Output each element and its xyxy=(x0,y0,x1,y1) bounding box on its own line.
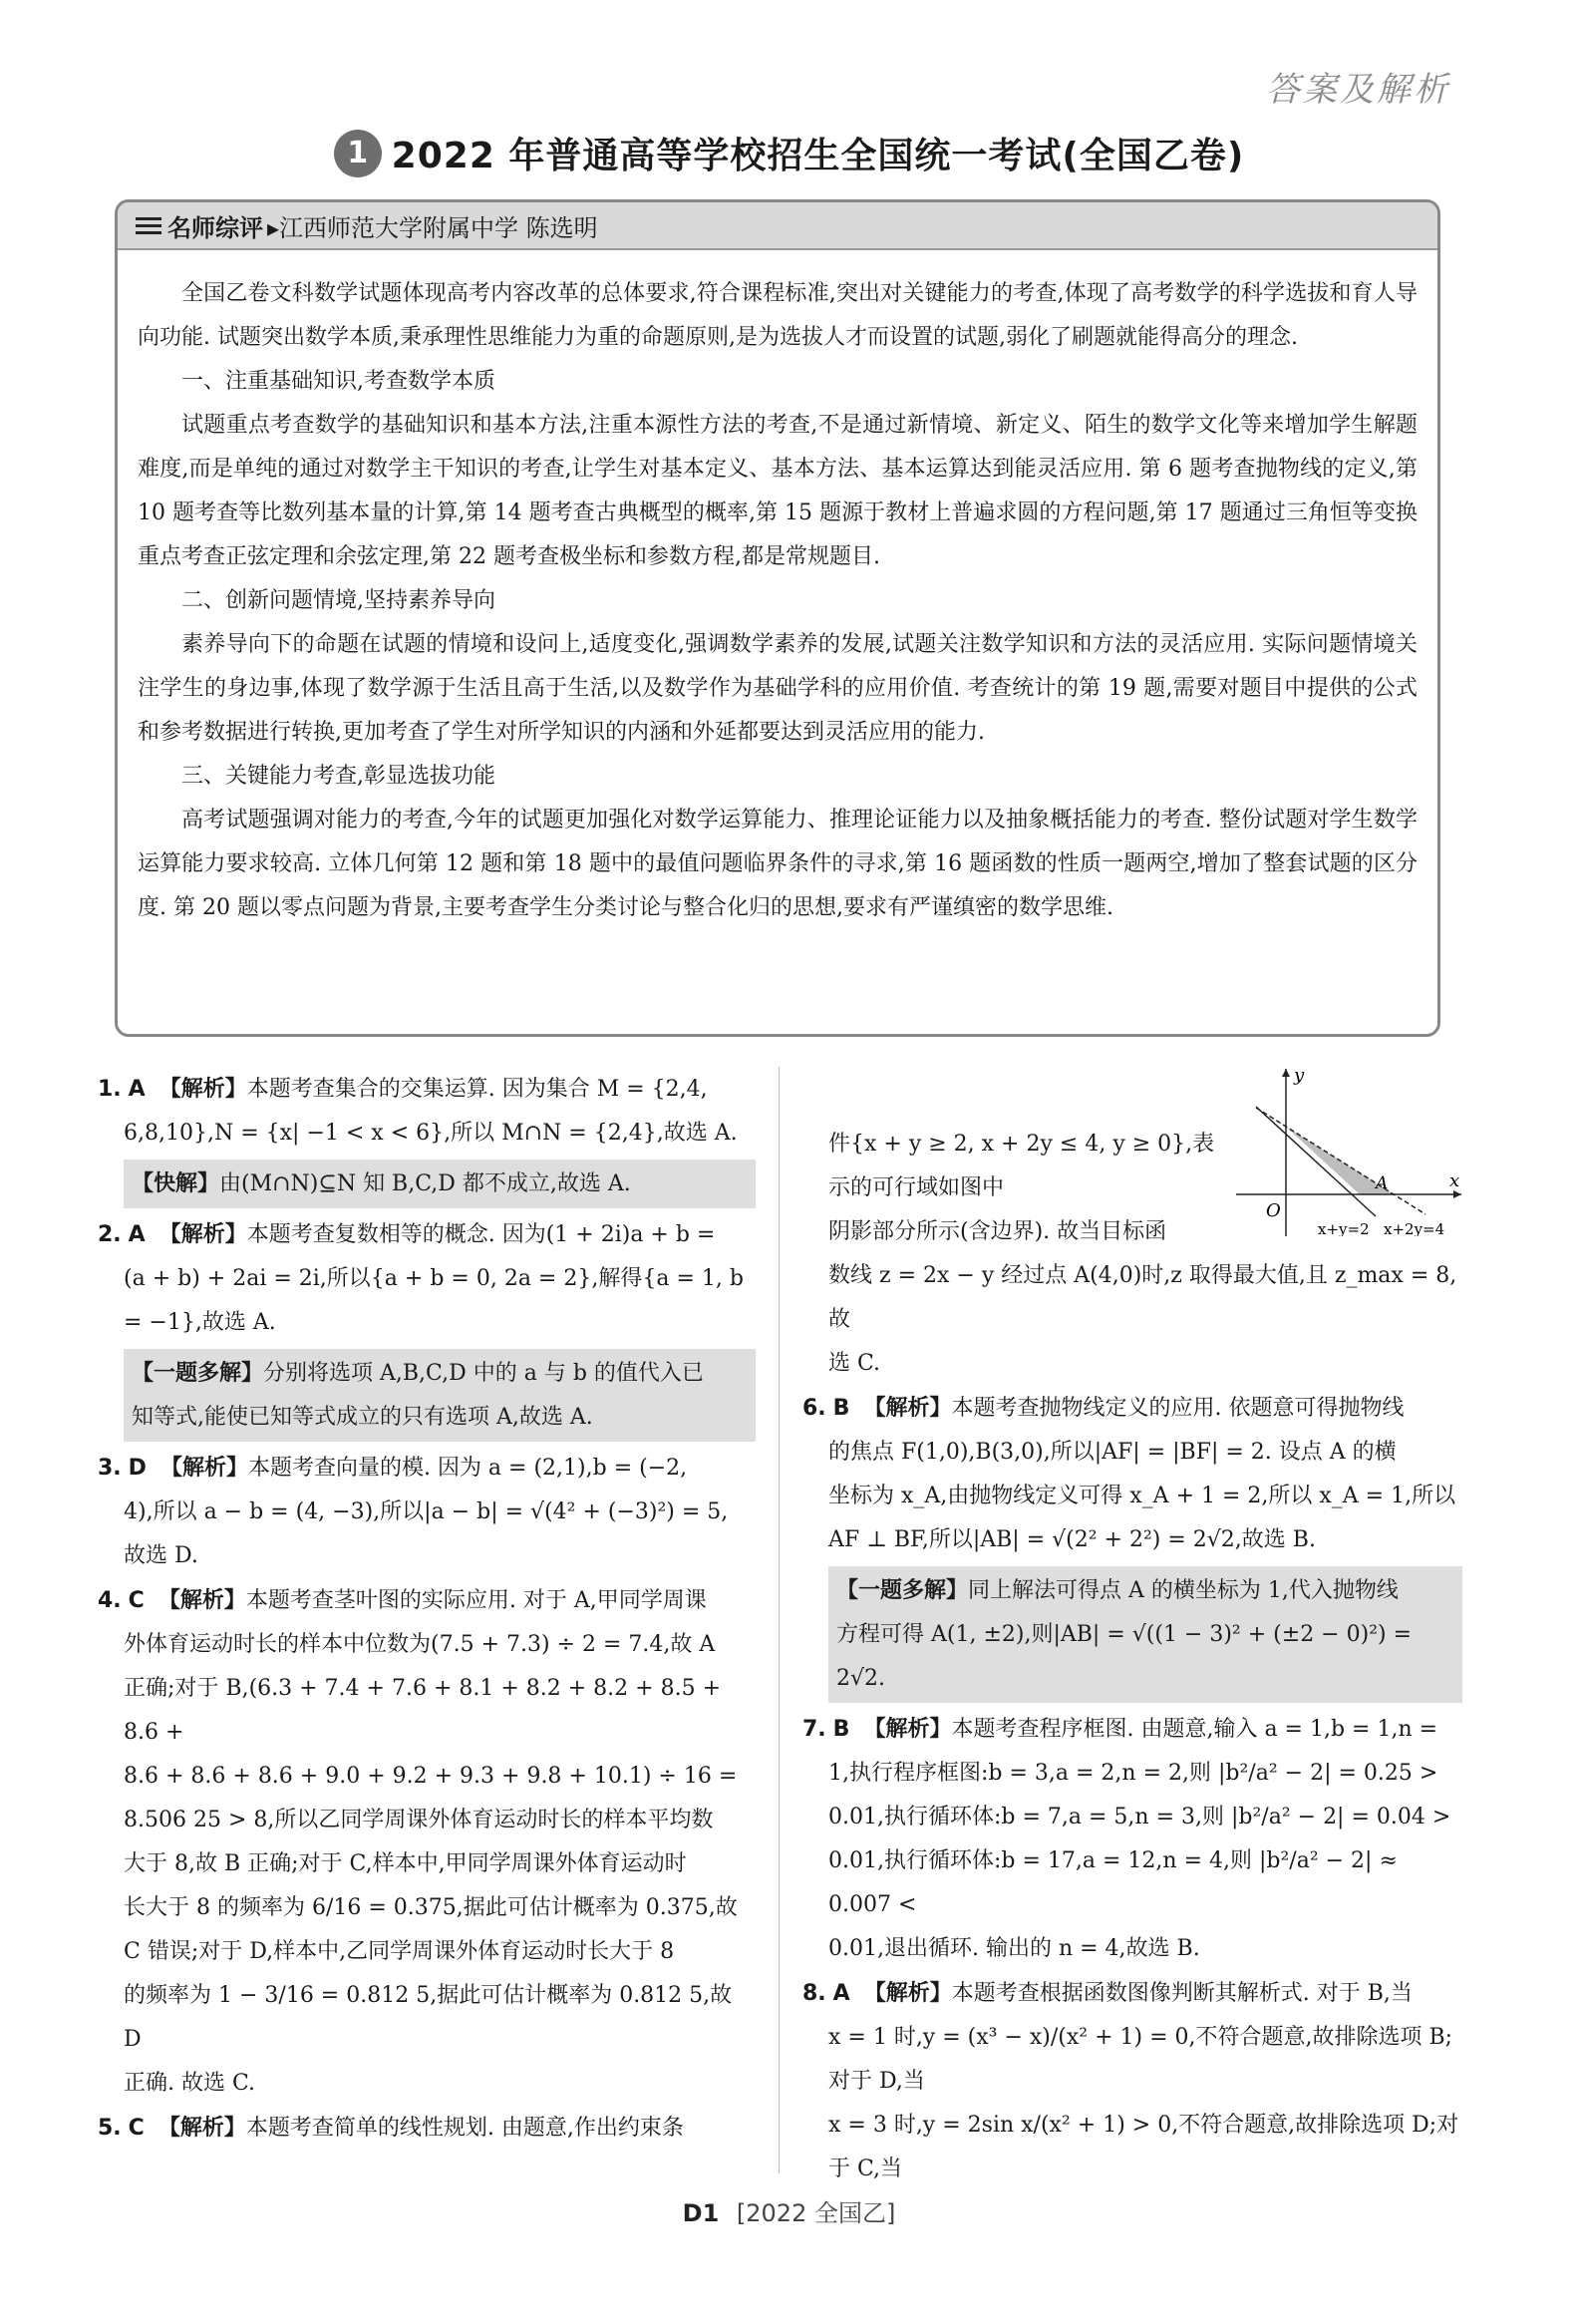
item-tag: 【解析】 xyxy=(158,1221,247,1247)
item-text: 本题考查根据函数图像判断其解析式. 对于 B,当 xyxy=(951,1981,1413,2006)
item-line: 件{x + y ≥ 2, x + 2y ≤ 4, y ≥ 0},表示的可行域如图中 xyxy=(828,1132,1215,1200)
tip-text: 由(M∩N)⊆N 知 B,C,D 都不成立,故选 A. xyxy=(219,1171,631,1196)
item-line: 故选 D. xyxy=(124,1543,198,1568)
title-text: 2022 年普通高等学校招生全国统一考试(全国乙卷) xyxy=(391,136,1245,176)
item-line: x = 1 时,y = (x³ − x)/(x² + 1) = 0,不符合题意,故排除选项 B;对于 D,当 xyxy=(828,2025,1453,2094)
list-icon xyxy=(136,215,161,235)
item-number: 6. xyxy=(802,1396,826,1421)
review-paragraph: 三、关键能力考查,彰显选拔功能 xyxy=(181,764,495,789)
graph-label-line2: x+2y=4 xyxy=(1384,1220,1445,1236)
item-answer: C xyxy=(128,2116,145,2141)
review-author: ▸江西师范大学附属中学 陈选明 xyxy=(267,213,598,242)
review-paragraph: 高考试题强调对能力的考查,今年的试题更加强化对数学运算能力、推理论证能力以及抽象概括能力的考查. 整份试题对学生数学运算能力要求较高. 立体几何第 12 题和第 18 题中的最值问题临界条件的寻求,第 16 题函数的性质一题两空,增加了整套试题的区分度. 第 20 题以零点问题为背景,主要考查学生分类讨论与整合化归的思想,要求有严谨缜密的数学思维. xyxy=(138,808,1418,920)
item-text: 本题考查程序框图. 由题意,输入 a = 1,b = 1,n = xyxy=(951,1717,1438,1742)
item-text: 本题考查简单的线性规划. 由题意,作出约束条 xyxy=(245,2116,684,2141)
item-line xyxy=(98,1446,756,1491)
item-answer: A xyxy=(128,1077,146,1102)
item-tag: 【解析】 xyxy=(158,2115,246,2141)
item-line: 0.01,执行循环体:b = 17,a = 12,n = 4,则 |b²/a² − 2| ≈ 0.007 < xyxy=(828,1848,1398,1917)
answer-item xyxy=(98,1212,756,1442)
tip-line xyxy=(132,1351,748,1396)
item-tag: 【解析】 xyxy=(863,1395,952,1421)
tip-text: 同上解法可得点 A 的横坐标为 1,代入抛物线 xyxy=(968,1578,1399,1603)
item-line: 正确. 故选 C. xyxy=(124,2071,256,2096)
graph-label-line1: x+y=2 xyxy=(1318,1220,1370,1236)
item-text: 本题考查抛物线定义的应用. 依题意可得抛物线 xyxy=(951,1396,1405,1421)
graph-label-y: y xyxy=(1294,1067,1305,1086)
item-line: 阴影部分所示(含边界). 故当目标函 xyxy=(828,1219,1167,1244)
title-number-badge: 1 xyxy=(334,130,382,177)
item-answer: D xyxy=(128,1456,147,1481)
tip-box xyxy=(124,1160,756,1208)
review-tag: 名师综评 xyxy=(167,213,263,242)
item-number: 4. xyxy=(98,1588,122,1613)
tip-line xyxy=(132,1162,748,1206)
tip-tag: 【快解】 xyxy=(132,1170,220,1196)
item-line: 的焦点 F(1,0),B(3,0),所以|AF| = |BF| = 2. 设点 A 的横 xyxy=(828,1440,1397,1465)
column-divider xyxy=(779,1067,780,2173)
x-axis-arrow-icon xyxy=(1453,1190,1461,1198)
item-line: (a + b) + 2ai = 2i,所以{a + b = 0, 2a = 2},解得{a = 1, b = −1},故选 A. xyxy=(124,1266,744,1335)
item-line xyxy=(98,1067,756,1112)
y-axis-arrow-icon xyxy=(1282,1069,1290,1077)
answer-item xyxy=(802,1386,1462,1703)
item-line: 选 C. xyxy=(828,1351,881,1376)
item-tag: 【解析】 xyxy=(159,1455,248,1481)
item-line: 大于 8,故 B 正确;对于 C,样本中,甲同学周课外体育运动时 xyxy=(124,1851,687,1876)
item-tag: 【解析】 xyxy=(158,1587,246,1613)
tip-line: 2√2. xyxy=(836,1666,886,1691)
item-answer: C xyxy=(128,1588,145,1613)
item-answer: A xyxy=(832,1981,850,2006)
graph-label-x: x xyxy=(1449,1170,1460,1191)
item-number: 7. xyxy=(802,1717,826,1742)
item-line: 6,8,10},N = {x| −1 < x < 6},所以 M∩N = {2,4},故选 A. xyxy=(124,1121,738,1146)
review-paragraph: 全国乙卷文科数学试题体现高考内容改革的总体要求,符合课程标准,突出对关键能力的考查,体现了高考数学的科学选拔和育人导向功能. 试题突出数学本质,秉承理性思维能力为重的命题原则,是为选拔人才而设置的试题,弱化了刷题就能得高分的理念. xyxy=(138,281,1418,350)
review-paragraph: 一、注重基础知识,考查数学本质 xyxy=(181,369,495,394)
line-x-plus-2y xyxy=(1256,1108,1425,1214)
item-line xyxy=(98,2106,756,2151)
answer-item xyxy=(98,1067,756,1208)
item-number: 3. xyxy=(98,1456,122,1481)
tip-box xyxy=(828,1566,1462,1703)
item-line: 正确;对于 B,(6.3 + 7.4 + 7.6 + 8.1 + 8.2 + 8.2 + 8.5 + 8.6 + xyxy=(124,1676,722,1745)
review-paragraph: 二、创新问题情境,坚持素养导向 xyxy=(181,588,495,613)
page-number: D1 xyxy=(682,2199,720,2227)
item-tag: 【解析】 xyxy=(863,1716,952,1742)
page-footer xyxy=(0,2193,1578,2228)
item-line: 坐标为 x_A,由抛物线定义可得 x_A + 1 = 2,所以 x_A = 1,所以 xyxy=(828,1484,1456,1508)
item-line: 长大于 8 的频率为 6/16 = 0.375,据此可估计概率为 0.375,故 xyxy=(124,1895,738,1920)
item-line: 的频率为 1 − 3/16 = 0.812 5,据此可估计概率为 0.812 5,故 D xyxy=(124,1983,733,2052)
item-line: 数线 z = 2x − y 经过点 A(4,0)时,z 取得最大值,且 z_max = 8,故 xyxy=(828,1263,1457,1332)
item-line: C 错误;对于 D,样本中,乙同学周课外体育运动时长大于 8 xyxy=(124,1939,675,1964)
item-line xyxy=(98,1212,756,1257)
item-line: x = 3 时,y = 2sin x/(x² + 1) > 0,不符合题意,故排除选项 D;对于 C,当 xyxy=(828,2113,1459,2181)
item-line: 0.01,执行循环体:b = 7,a = 5,n = 3,则 |b²/a² − 2| = 0.04 > xyxy=(828,1805,1451,1829)
item-line: 外体育运动时长的样本中位数为(7.5 + 7.3) ÷ 2 = 7.4,故 A xyxy=(124,1632,716,1657)
review-body xyxy=(118,250,1437,930)
item-answer: B xyxy=(832,1717,850,1742)
tip-line: 知等式,能使已知等式成立的只有选项 A,故选 A. xyxy=(132,1405,593,1430)
tip-line: 方程可得 A(1, ±2),则|AB| = √((1 − 3)² + (±2 − 0)²) = xyxy=(836,1622,1413,1647)
item-text: 本题考查向量的模. 因为 a = (2,1),b = (−2, xyxy=(247,1456,688,1481)
corner-label: 答案及解析 xyxy=(1266,70,1450,110)
item-number: 1. xyxy=(98,1077,122,1102)
review-paragraph: 试题重点考查数学的基础知识和基本方法,注重本源性方法的考查,不是通过新情境、新定义、陌生的数学文化等来增加学生解题难度,而是单纯的通过对数学主干知识的考查,让学生对基本定义、基本方法、基本运算达到能灵活应用. 第 6 题考查抛物线的定义,第 10 题考查等比数列基本量的计算,第 14 题考查古典概型的概率,第 15 题源于教材上普遍求圆的方程问题,第 17 题通过三角恒等变换重点考查正弦定理和余弦定理,第 22 题考查极坐标和参数方程,都是常规题目. xyxy=(138,413,1418,569)
item-number: 5. xyxy=(98,2116,122,2141)
left-column xyxy=(98,1067,756,2151)
item-text: 本题考查茎叶图的实际应用. 对于 A,甲同学周课 xyxy=(245,1588,707,1613)
item-tag: 【解析】 xyxy=(158,1076,247,1102)
page-title xyxy=(0,128,1578,178)
item-number: 2. xyxy=(98,1222,122,1247)
review-paragraph: 素养导向下的命题在试题的情境和设问上,适度变化,强调数学素养的发展,试题关注数学知识和方法的灵活应用. 实际问题情境关注学生的身边事,体现了数学源于生活且高于生活,以及数学作为基础学科的应用价值. 考查统计的第 19 题,需要对题目中提供的公式和参考数据进行转换,更加考查了学生对所学知识的内涵和外延都要达到灵活应用的能力. xyxy=(138,632,1418,745)
answer-item xyxy=(98,1446,756,1578)
item-tag: 【解析】 xyxy=(863,1980,952,2006)
answer-item xyxy=(802,1707,1462,1971)
graph-label-a: A xyxy=(1376,1173,1389,1193)
item-line xyxy=(802,1971,1462,2016)
item-line: 4),所以 a − b = (4, −3),所以|a − b| = √(4² + (−3)²) = 5, xyxy=(124,1499,729,1524)
answer-item xyxy=(98,1578,756,2106)
tip-box xyxy=(124,1349,756,1442)
teacher-review-box xyxy=(115,199,1440,1037)
item-line xyxy=(98,1578,756,1623)
item-line xyxy=(802,1707,1462,1752)
item-number: 8. xyxy=(802,1981,826,2006)
tip-text: 分别将选项 A,B,C,D 中的 a 与 b 的值代入已 xyxy=(263,1361,704,1386)
item-line xyxy=(802,1386,1462,1431)
item-answer: A xyxy=(128,1222,146,1247)
answer-item xyxy=(802,1971,1462,2191)
review-header xyxy=(118,202,1437,250)
graph-label-origin: O xyxy=(1266,1200,1281,1221)
item-answer: B xyxy=(832,1396,850,1421)
item-line: 1,执行程序框图:b = 3,a = 2,n = 2,则 |b²/a² − 2| = 0.25 > xyxy=(828,1761,1438,1786)
item-text: 本题考查集合的交集运算. 因为集合 M = {2,4, xyxy=(246,1077,708,1102)
item-line: 0.01,退出循环. 输出的 n = 4,故选 B. xyxy=(828,1936,1200,1961)
item-line: 8.6 + 8.6 + 8.6 + 9.0 + 9.2 + 9.3 + 9.8 + 10.1) ÷ 16 = xyxy=(124,1764,738,1789)
item-line: 8.506 25 > 8,所以乙同学周课外体育运动时长的样本平均数 xyxy=(124,1808,714,1832)
tip-tag: 【一题多解】 xyxy=(132,1360,264,1386)
item-text: 本题考查复数相等的概念. 因为(1 + 2i)a + b = xyxy=(246,1222,716,1247)
item-line: AF ⊥ BF,所以|AB| = √(2² + 2²) = 2√2,故选 B. xyxy=(828,1527,1316,1552)
footer-note: [2022 全国乙] xyxy=(736,2199,896,2227)
answer-item xyxy=(98,2106,756,2151)
tip-tag: 【一题多解】 xyxy=(836,1577,969,1603)
tip-line xyxy=(836,1568,1454,1613)
feasible-region-graph xyxy=(1236,1067,1465,1236)
